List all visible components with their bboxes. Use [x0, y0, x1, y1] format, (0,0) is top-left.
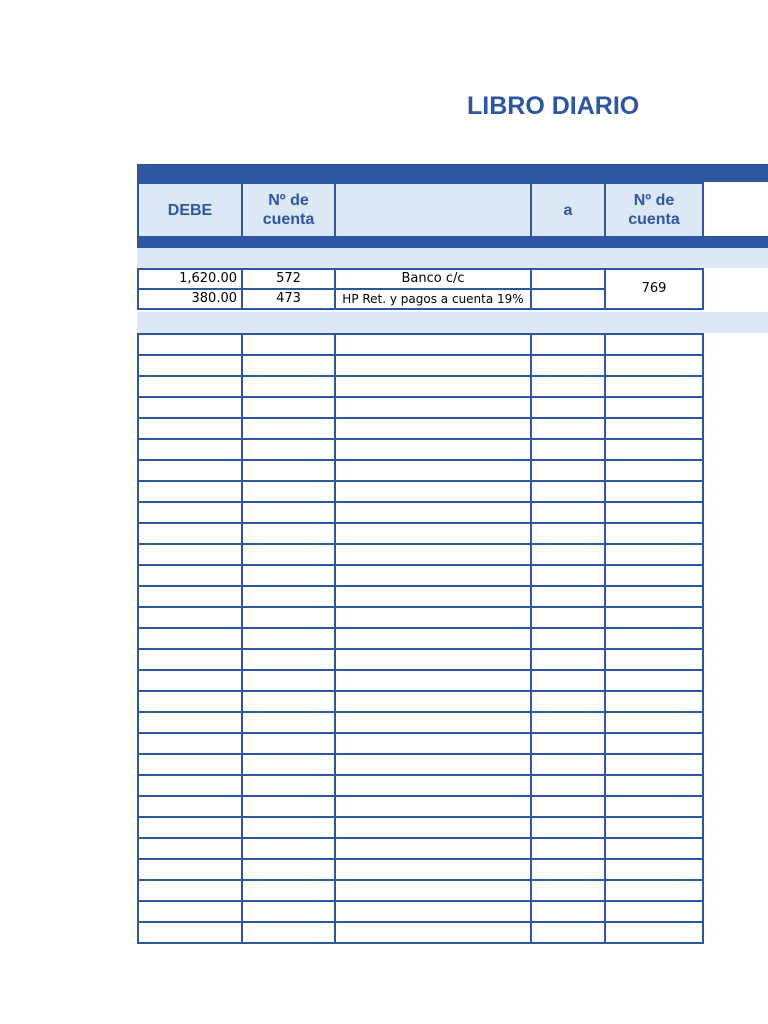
debit-account-cell — [242, 523, 335, 544]
empty-row — [138, 460, 703, 481]
debit-account-cell — [242, 628, 335, 649]
a-cell — [531, 355, 605, 376]
debit-cell — [138, 712, 242, 733]
debit-cell — [138, 817, 242, 838]
debit-cell — [138, 691, 242, 712]
a-cell — [531, 397, 605, 418]
entry-date-band — [137, 248, 768, 268]
concept-cell — [335, 502, 531, 523]
debit-account-cell — [242, 502, 335, 523]
debit-account-cell — [242, 481, 335, 502]
debit-cell — [138, 649, 242, 670]
concept-cell — [335, 607, 531, 628]
debit-account-cell — [242, 754, 335, 775]
credit-account-cell — [605, 397, 703, 418]
credit-account-cell — [605, 586, 703, 607]
a-cell — [531, 502, 605, 523]
a-cell — [531, 607, 605, 628]
debit-cell — [138, 544, 242, 565]
empty-row — [138, 586, 703, 607]
empty-row — [138, 649, 703, 670]
credit-account: 769 — [605, 269, 703, 309]
concept-cell — [335, 376, 531, 397]
credit-account-cell — [605, 607, 703, 628]
debit-account-cell — [242, 712, 335, 733]
credit-account-cell — [605, 334, 703, 355]
debit-cell — [138, 607, 242, 628]
concept-cell — [335, 838, 531, 859]
a-cell — [531, 733, 605, 754]
a-cell — [531, 712, 605, 733]
empty-row — [138, 565, 703, 586]
credit-account-cell — [605, 796, 703, 817]
concept-cell — [335, 355, 531, 376]
debit-cell — [138, 670, 242, 691]
entry-table — [137, 268, 704, 310]
empty-row — [138, 376, 703, 397]
concept: Banco c/c — [335, 269, 531, 289]
debit-account-cell — [242, 880, 335, 901]
debit-account-cell — [242, 607, 335, 628]
a-cell — [531, 922, 605, 943]
debit-cell — [138, 586, 242, 607]
a-cell — [531, 901, 605, 922]
empty-row — [138, 397, 703, 418]
debit-cell — [138, 628, 242, 649]
credit-account-cell — [605, 628, 703, 649]
credit-account-cell — [605, 523, 703, 544]
a-cell — [531, 649, 605, 670]
concept-cell — [335, 397, 531, 418]
credit-account-cell — [605, 565, 703, 586]
a-cell — [531, 334, 605, 355]
debit-account: 473 — [242, 289, 335, 309]
debit-account-cell — [242, 376, 335, 397]
credit-account-cell — [605, 901, 703, 922]
a-cell — [531, 586, 605, 607]
credit-account-cell — [605, 733, 703, 754]
concept-cell — [335, 796, 531, 817]
a-cell — [531, 269, 605, 289]
debit-cell — [138, 502, 242, 523]
concept: HP Ret. y pagos a cuenta 19% — [335, 289, 531, 309]
credit-account-cell — [605, 691, 703, 712]
empty-row — [138, 670, 703, 691]
debit-cell — [138, 775, 242, 796]
a-cell — [531, 481, 605, 502]
credit-account-cell — [605, 838, 703, 859]
concept-cell — [335, 733, 531, 754]
empty-row — [138, 880, 703, 901]
debit-account-cell — [242, 355, 335, 376]
credit-account-cell — [605, 376, 703, 397]
debit-account: 572 — [242, 269, 335, 289]
a-cell — [531, 523, 605, 544]
concept-cell — [335, 586, 531, 607]
credit-account-cell — [605, 754, 703, 775]
header-separator-band — [137, 236, 768, 248]
credit-account-cell — [605, 817, 703, 838]
debit-cell — [138, 859, 242, 880]
journal-table — [137, 182, 704, 238]
empty-row — [138, 796, 703, 817]
concept-cell — [335, 922, 531, 943]
concept-cell — [335, 670, 531, 691]
a-cell — [531, 838, 605, 859]
empty-row — [138, 859, 703, 880]
credit-account-cell — [605, 481, 703, 502]
concept-cell — [335, 523, 531, 544]
empty-row — [138, 334, 703, 355]
page-title: LIBRO DIARIO — [467, 92, 640, 120]
debit-cell — [138, 334, 242, 355]
debit-account-cell — [242, 859, 335, 880]
concept-cell — [335, 775, 531, 796]
empty-row — [138, 775, 703, 796]
entry-separator-band — [137, 312, 768, 333]
concept-cell — [335, 481, 531, 502]
debit-account-cell — [242, 649, 335, 670]
header-debe: DEBE — [138, 183, 242, 237]
credit-account-cell — [605, 670, 703, 691]
debit-account-cell — [242, 670, 335, 691]
a-cell — [531, 796, 605, 817]
concept-cell — [335, 649, 531, 670]
debit-amount: 1,620.00 — [138, 269, 242, 289]
concept-cell — [335, 334, 531, 355]
concept-cell — [335, 859, 531, 880]
empty-row — [138, 922, 703, 943]
a-cell — [531, 754, 605, 775]
credit-account-cell — [605, 418, 703, 439]
concept-cell — [335, 712, 531, 733]
empty-row — [138, 712, 703, 733]
credit-account-cell — [605, 859, 703, 880]
debit-account-cell — [242, 901, 335, 922]
debit-cell — [138, 376, 242, 397]
debit-cell — [138, 565, 242, 586]
entry-row — [138, 269, 703, 289]
empty-row — [138, 439, 703, 460]
empty-row — [138, 607, 703, 628]
a-cell — [531, 439, 605, 460]
credit-account-cell — [605, 712, 703, 733]
a-cell — [531, 670, 605, 691]
debit-cell — [138, 838, 242, 859]
debit-cell — [138, 460, 242, 481]
empty-row — [138, 628, 703, 649]
empty-row — [138, 418, 703, 439]
credit-account-cell — [605, 649, 703, 670]
a-cell — [531, 775, 605, 796]
debit-account-cell — [242, 544, 335, 565]
debit-account-cell — [242, 460, 335, 481]
debit-account-cell — [242, 817, 335, 838]
debit-account-cell — [242, 334, 335, 355]
empty-row — [138, 523, 703, 544]
debit-account-cell — [242, 418, 335, 439]
empty-row — [138, 691, 703, 712]
header-account-number-credit: Nº de cuenta — [605, 183, 703, 237]
header-account-number-debit: Nº de cuenta — [242, 183, 335, 237]
debit-account-cell — [242, 796, 335, 817]
empty-row — [138, 502, 703, 523]
debit-account-cell — [242, 439, 335, 460]
debit-account-cell — [242, 733, 335, 754]
debit-cell — [138, 901, 242, 922]
a-cell — [531, 691, 605, 712]
a-cell — [531, 376, 605, 397]
empty-row — [138, 355, 703, 376]
header-row — [138, 183, 703, 237]
header-a: a — [531, 183, 605, 237]
a-cell — [531, 628, 605, 649]
debit-cell — [138, 481, 242, 502]
credit-account-cell — [605, 544, 703, 565]
header-concept — [335, 183, 531, 237]
debit-cell — [138, 397, 242, 418]
concept-cell — [335, 565, 531, 586]
empty-row — [138, 481, 703, 502]
concept-cell — [335, 418, 531, 439]
debit-cell — [138, 796, 242, 817]
empty-row — [138, 901, 703, 922]
debit-account-cell — [242, 397, 335, 418]
debit-account-cell — [242, 565, 335, 586]
debit-cell — [138, 523, 242, 544]
concept-cell — [335, 544, 531, 565]
debit-account-cell — [242, 922, 335, 943]
a-cell — [531, 289, 605, 309]
credit-account-cell — [605, 775, 703, 796]
concept-cell — [335, 817, 531, 838]
credit-account-cell — [605, 922, 703, 943]
concept-cell — [335, 754, 531, 775]
debit-account-cell — [242, 586, 335, 607]
concept-cell — [335, 880, 531, 901]
debit-amount: 380.00 — [138, 289, 242, 309]
debit-cell — [138, 880, 242, 901]
debit-cell — [138, 439, 242, 460]
a-cell — [531, 544, 605, 565]
a-cell — [531, 460, 605, 481]
debit-account-cell — [242, 838, 335, 859]
empty-row — [138, 754, 703, 775]
a-cell — [531, 817, 605, 838]
concept-cell — [335, 691, 531, 712]
debit-cell — [138, 733, 242, 754]
empty-row — [138, 838, 703, 859]
credit-account-cell — [605, 355, 703, 376]
concept-cell — [335, 460, 531, 481]
credit-account-cell — [605, 880, 703, 901]
debit-cell — [138, 922, 242, 943]
top-header-band — [137, 164, 768, 182]
debit-cell — [138, 754, 242, 775]
credit-account-cell — [605, 502, 703, 523]
debit-cell — [138, 355, 242, 376]
credit-account-cell — [605, 439, 703, 460]
debit-account-cell — [242, 775, 335, 796]
concept-cell — [335, 439, 531, 460]
a-cell — [531, 859, 605, 880]
a-cell — [531, 418, 605, 439]
a-cell — [531, 565, 605, 586]
a-cell — [531, 880, 605, 901]
empty-row — [138, 544, 703, 565]
concept-cell — [335, 901, 531, 922]
credit-account-cell — [605, 460, 703, 481]
empty-row — [138, 733, 703, 754]
empty-grid — [137, 333, 704, 944]
empty-row — [138, 817, 703, 838]
debit-cell — [138, 418, 242, 439]
debit-account-cell — [242, 691, 335, 712]
concept-cell — [335, 628, 531, 649]
